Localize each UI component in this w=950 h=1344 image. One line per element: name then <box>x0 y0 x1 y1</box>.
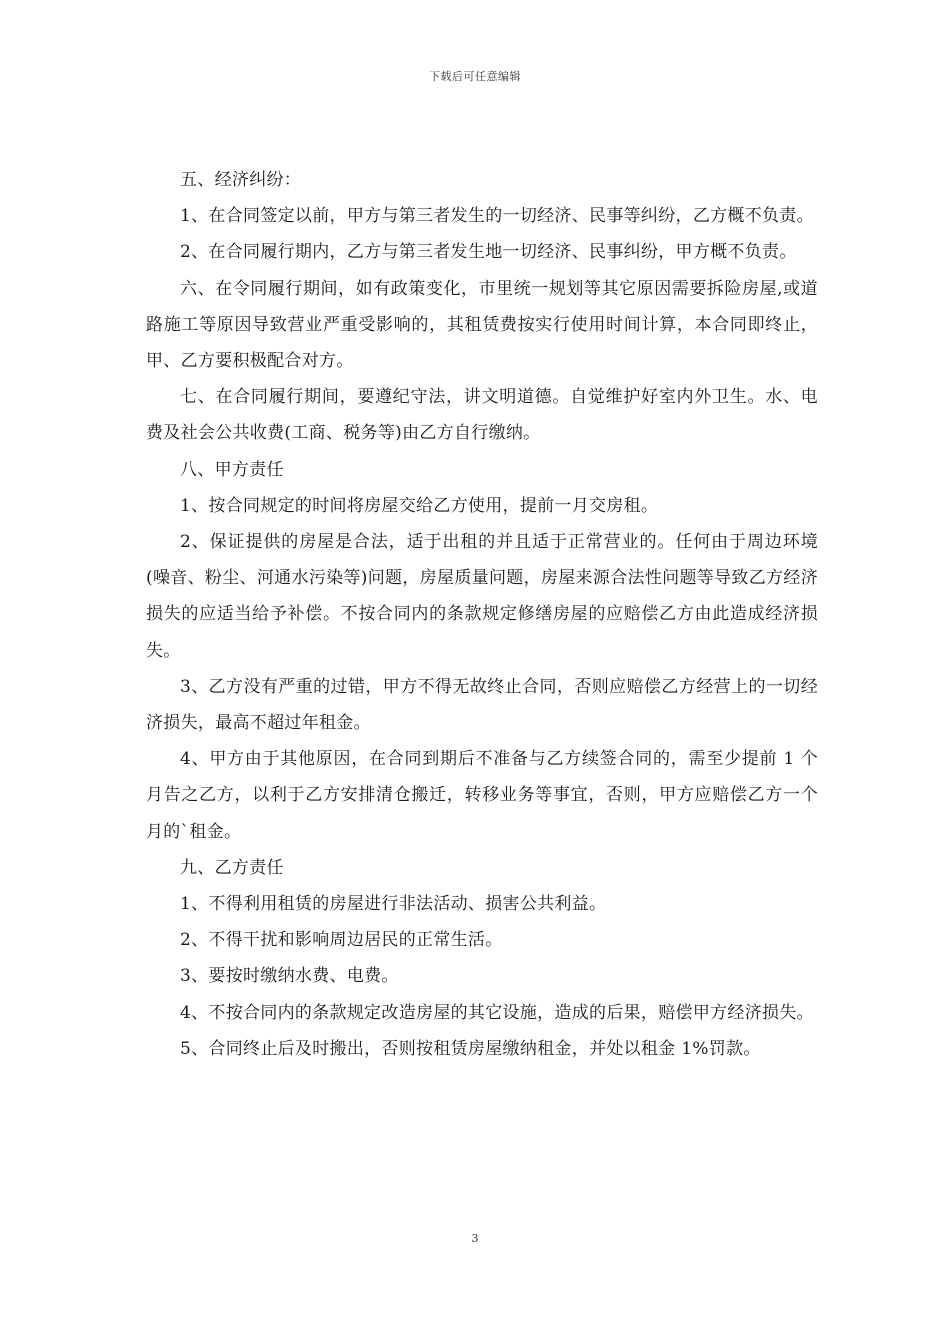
clause-8-3: 3、乙方没有严重的过错，甲方不得无故终止合同，否则应赔偿乙方经营上的一切经济损失，最高不超过年租金。 <box>146 676 818 734</box>
clause-5-2: 2、在合同履行期内，乙方与第三者发生地一切经济、民事纠纷，甲方概不负责。 <box>180 242 797 263</box>
clause-9-2: 2、不得干扰和影响周边居民的正常生活。 <box>180 930 503 951</box>
document-body <box>146 162 818 1067</box>
section-heading-8: 八、甲方责任 <box>180 459 284 480</box>
clause-8-1: 1、按合同规定的时间将房屋交给乙方使用，提前一月交房租。 <box>180 495 659 516</box>
page-header: 下载后可任意编辑 <box>429 70 521 83</box>
clause-9-4: 4、不按合同内的条款规定改造房屋的其它设施，造成的后果，赔偿甲方经济损失。 <box>180 1002 814 1023</box>
section-7-paragraph: 七、在合同履行期间，要遵纪守法，讲文明道德。自觉维护好室内外卫生。水、电费及社会公共收费(工商、税务等)由乙方自行缴纳。 <box>146 387 818 444</box>
clause-5-1: 1、在合同签定以前，甲方与第三者发生的一切经济、民事等纠纷，乙方概不负责。 <box>180 206 814 227</box>
section-heading-9: 九、乙方责任 <box>180 857 284 878</box>
section-6-paragraph: 六、在令同履行期间，如有政策变化，市里统一规划等其它原因需要拆险房屋,或道路施工等原因导致营业严重受影响的，其租赁费按实行使用时间计算，本合同即终止，甲、乙方要积极配合对方。 <box>146 278 818 372</box>
clause-8-4: 4、甲方由于其他原因，在合同到期后不准备与乙方续签合同的，需至少提前 1 个月告之乙方，以利于乙方安排清仓搬迁，转移业务等事宜，否则，甲方应赔偿乙方一个月的`租金。 <box>146 749 818 842</box>
clause-9-3: 3、要按时缴纳水费、电费。 <box>180 966 399 987</box>
page-number: 3 <box>471 1232 479 1245</box>
clause-8-2: 2、保证提供的房屋是合法，适于出租的并且适于正常营业的。任何由于周边环境(噪音、粉尘、河通水污染等)问题，房屋质量问题，房屋来源合法性问题等导致乙方经济损失的应适当给予补偿。不按合同内的条款规定修缮房屋的应赔偿乙方由此造成经济损失。 <box>146 532 818 661</box>
clause-9-1: 1、不得利用租赁的房屋进行非法活动、损害公共利益。 <box>180 894 607 915</box>
clause-9-5: 5、合同终止后及时搬出，否则按租赁房屋缴纳租金，并处以租金 1%罚款。 <box>180 1038 761 1059</box>
section-heading-5: 五、经济纠纷： <box>180 170 302 190</box>
